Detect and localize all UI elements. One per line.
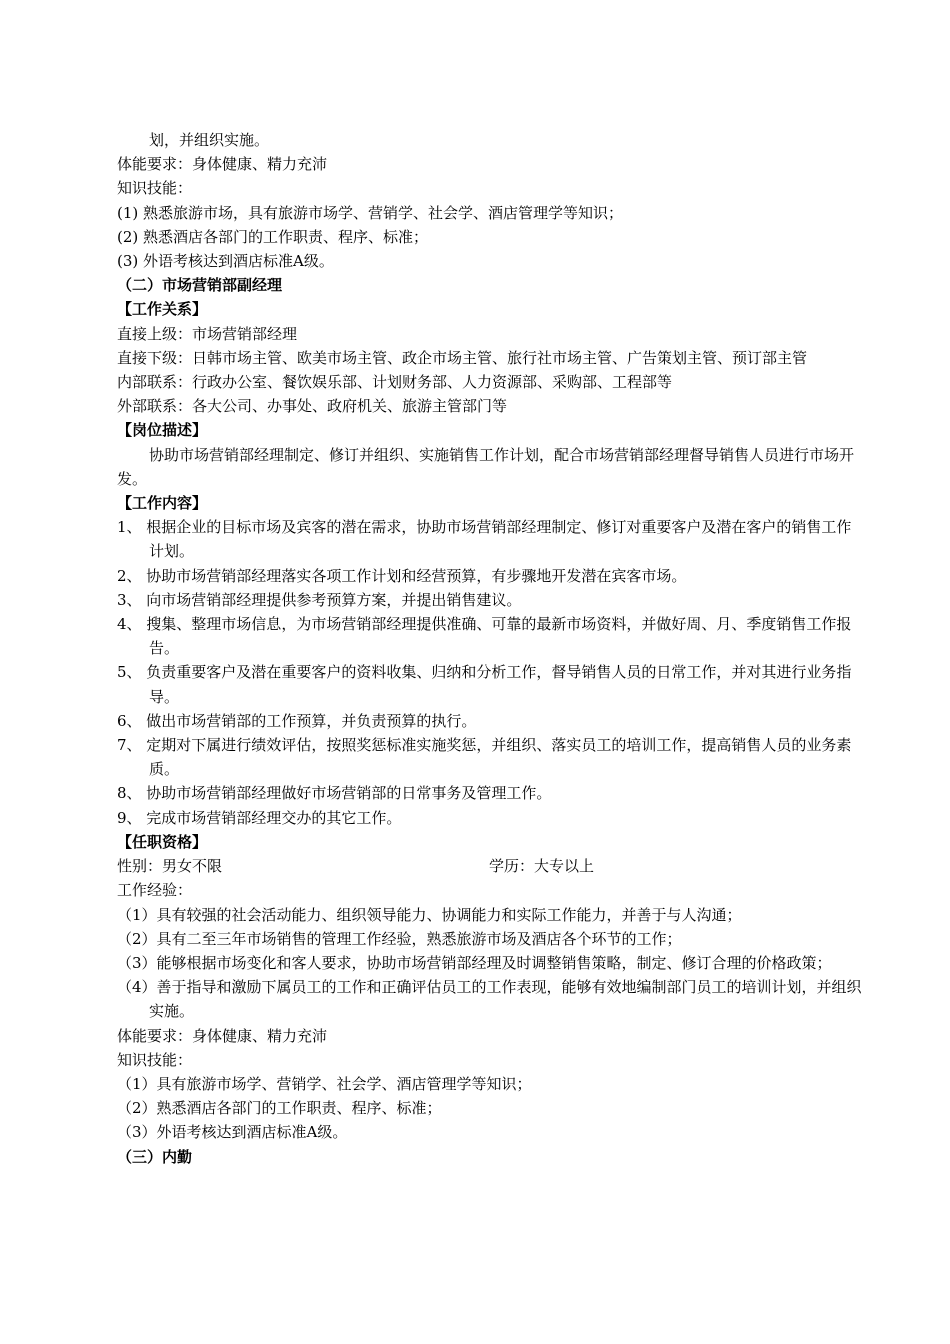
knowledge-label: 知识技能：: [117, 179, 193, 198]
duty-item: 9、 完成市场营销部经理交办的其它工作。: [117, 808, 402, 827]
duty-item: 6、 做出市场营销部的工作预算，并负责预算的执行。: [117, 711, 477, 730]
experience-item: （2）具有二至三年市场销售的管理工作经验，熟悉旅游市场及酒店各个环节的工作；: [117, 929, 682, 948]
knowledge-label: 知识技能：: [117, 1050, 193, 1069]
gender-education-row: [117, 854, 862, 878]
duty-item: 2、 协助市场营销部经理落实各项工作计划和经营预算，有步骤地开发潜在宾客市场。: [117, 566, 687, 585]
internal-contacts: 内部联系：行政办公室、餐饮娱乐部、计划财务部、人力资源部、采购部、工程部等: [117, 373, 673, 392]
description-heading: 【岗位描述】: [117, 421, 208, 440]
education-requirement: 学历：大专以上: [489, 857, 595, 876]
direct-superior: 直接上级：市场营销部经理: [117, 324, 298, 343]
duty-item: 4、 搜集、整理市场信息，为市场营销部经理提供准确、可靠的最新市场资料，并做好周、月、季度销售工作报告。: [117, 615, 852, 658]
section-title: （三）内勤: [117, 1147, 193, 1166]
experience-item: （1）具有较强的社会活动能力、组织领导能力、协调能力和实际工作能力，并善于与人沟通；: [117, 905, 742, 924]
description-text: 协助市场营销部经理制定、修订并组织、实施销售工作计划，配合市场营销部经理督导销售人员进行市场开发。: [117, 445, 855, 488]
content-heading: 【工作内容】: [117, 494, 208, 513]
document-body: [117, 128, 862, 1169]
qualifications-heading: 【任职资格】: [117, 832, 208, 851]
duty-item: 3、 向市场营销部经理提供参考预算方案，并提出销售建议。: [117, 590, 522, 609]
knowledge-item: （2）熟悉酒店各部门的工作职责、程序、标准；: [117, 1099, 442, 1118]
duty-item: 7、 定期对下属进行绩效评估，按照奖惩标准实施奖惩，并组织、落实员工的培训工作，提高销售人员的业务素质。: [117, 736, 852, 779]
direct-subordinates: 直接下级：日韩市场主管、欧美市场主管、政企市场主管、旅行社市场主管、广告策划主管、预订部主管: [117, 348, 808, 367]
experience-label: 工作经验：: [117, 881, 193, 900]
experience-item: （3）能够根据市场变化和客人要求，协助市场营销部经理及时调整销售策略，制定、修订合理的价格政策；: [117, 953, 832, 972]
relations-heading: 【工作关系】: [117, 300, 208, 319]
duty-item: 8、 协助市场营销部经理做好市场营销部的日常事务及管理工作。: [117, 784, 552, 803]
knowledge-item: (3) 外语考核达到酒店标准A级。: [117, 252, 334, 271]
duty-item: 5、 负责重要客户及潜在重要客户的资料收集、归纳和分析工作，督导销售人员的日常工作，并对其进行业务指导。: [117, 663, 852, 706]
duty-item: 1、 根据企业的目标市场及宾客的潜在需求，协助市场营销部经理制定、修订对重要客户及潜在客户的销售工作计划。: [117, 518, 852, 561]
knowledge-item: (2) 熟悉酒店各部门的工作职责、程序、标准；: [117, 227, 429, 246]
physical-requirement: 体能要求：身体健康、精力充沛: [117, 155, 328, 174]
continued-text: 划，并组织实施。: [149, 131, 270, 149]
physical-requirement: 体能要求：身体健康、精力充沛: [117, 1026, 328, 1045]
knowledge-item: （3）外语考核达到酒店标准A级。: [117, 1123, 348, 1142]
section-title: （二）市场营销部副经理: [117, 276, 283, 295]
gender-requirement: 性别：男女不限: [117, 857, 223, 876]
experience-item: （4）善于指导和激励下属员工的工作和正确评估员工的工作表现，能够有效地编制部门员工的培训计划，并组织实施。: [117, 978, 862, 1021]
knowledge-item: （1）具有旅游市场学、营销学、社会学、酒店管理学等知识；: [117, 1074, 532, 1093]
knowledge-item: (1) 熟悉旅游市场，具有旅游市场学、营销学、社会学、酒店管理学等知识；: [117, 203, 624, 222]
external-contacts: 外部联系：各大公司、办事处、政府机关、旅游主管部门等: [117, 397, 508, 416]
